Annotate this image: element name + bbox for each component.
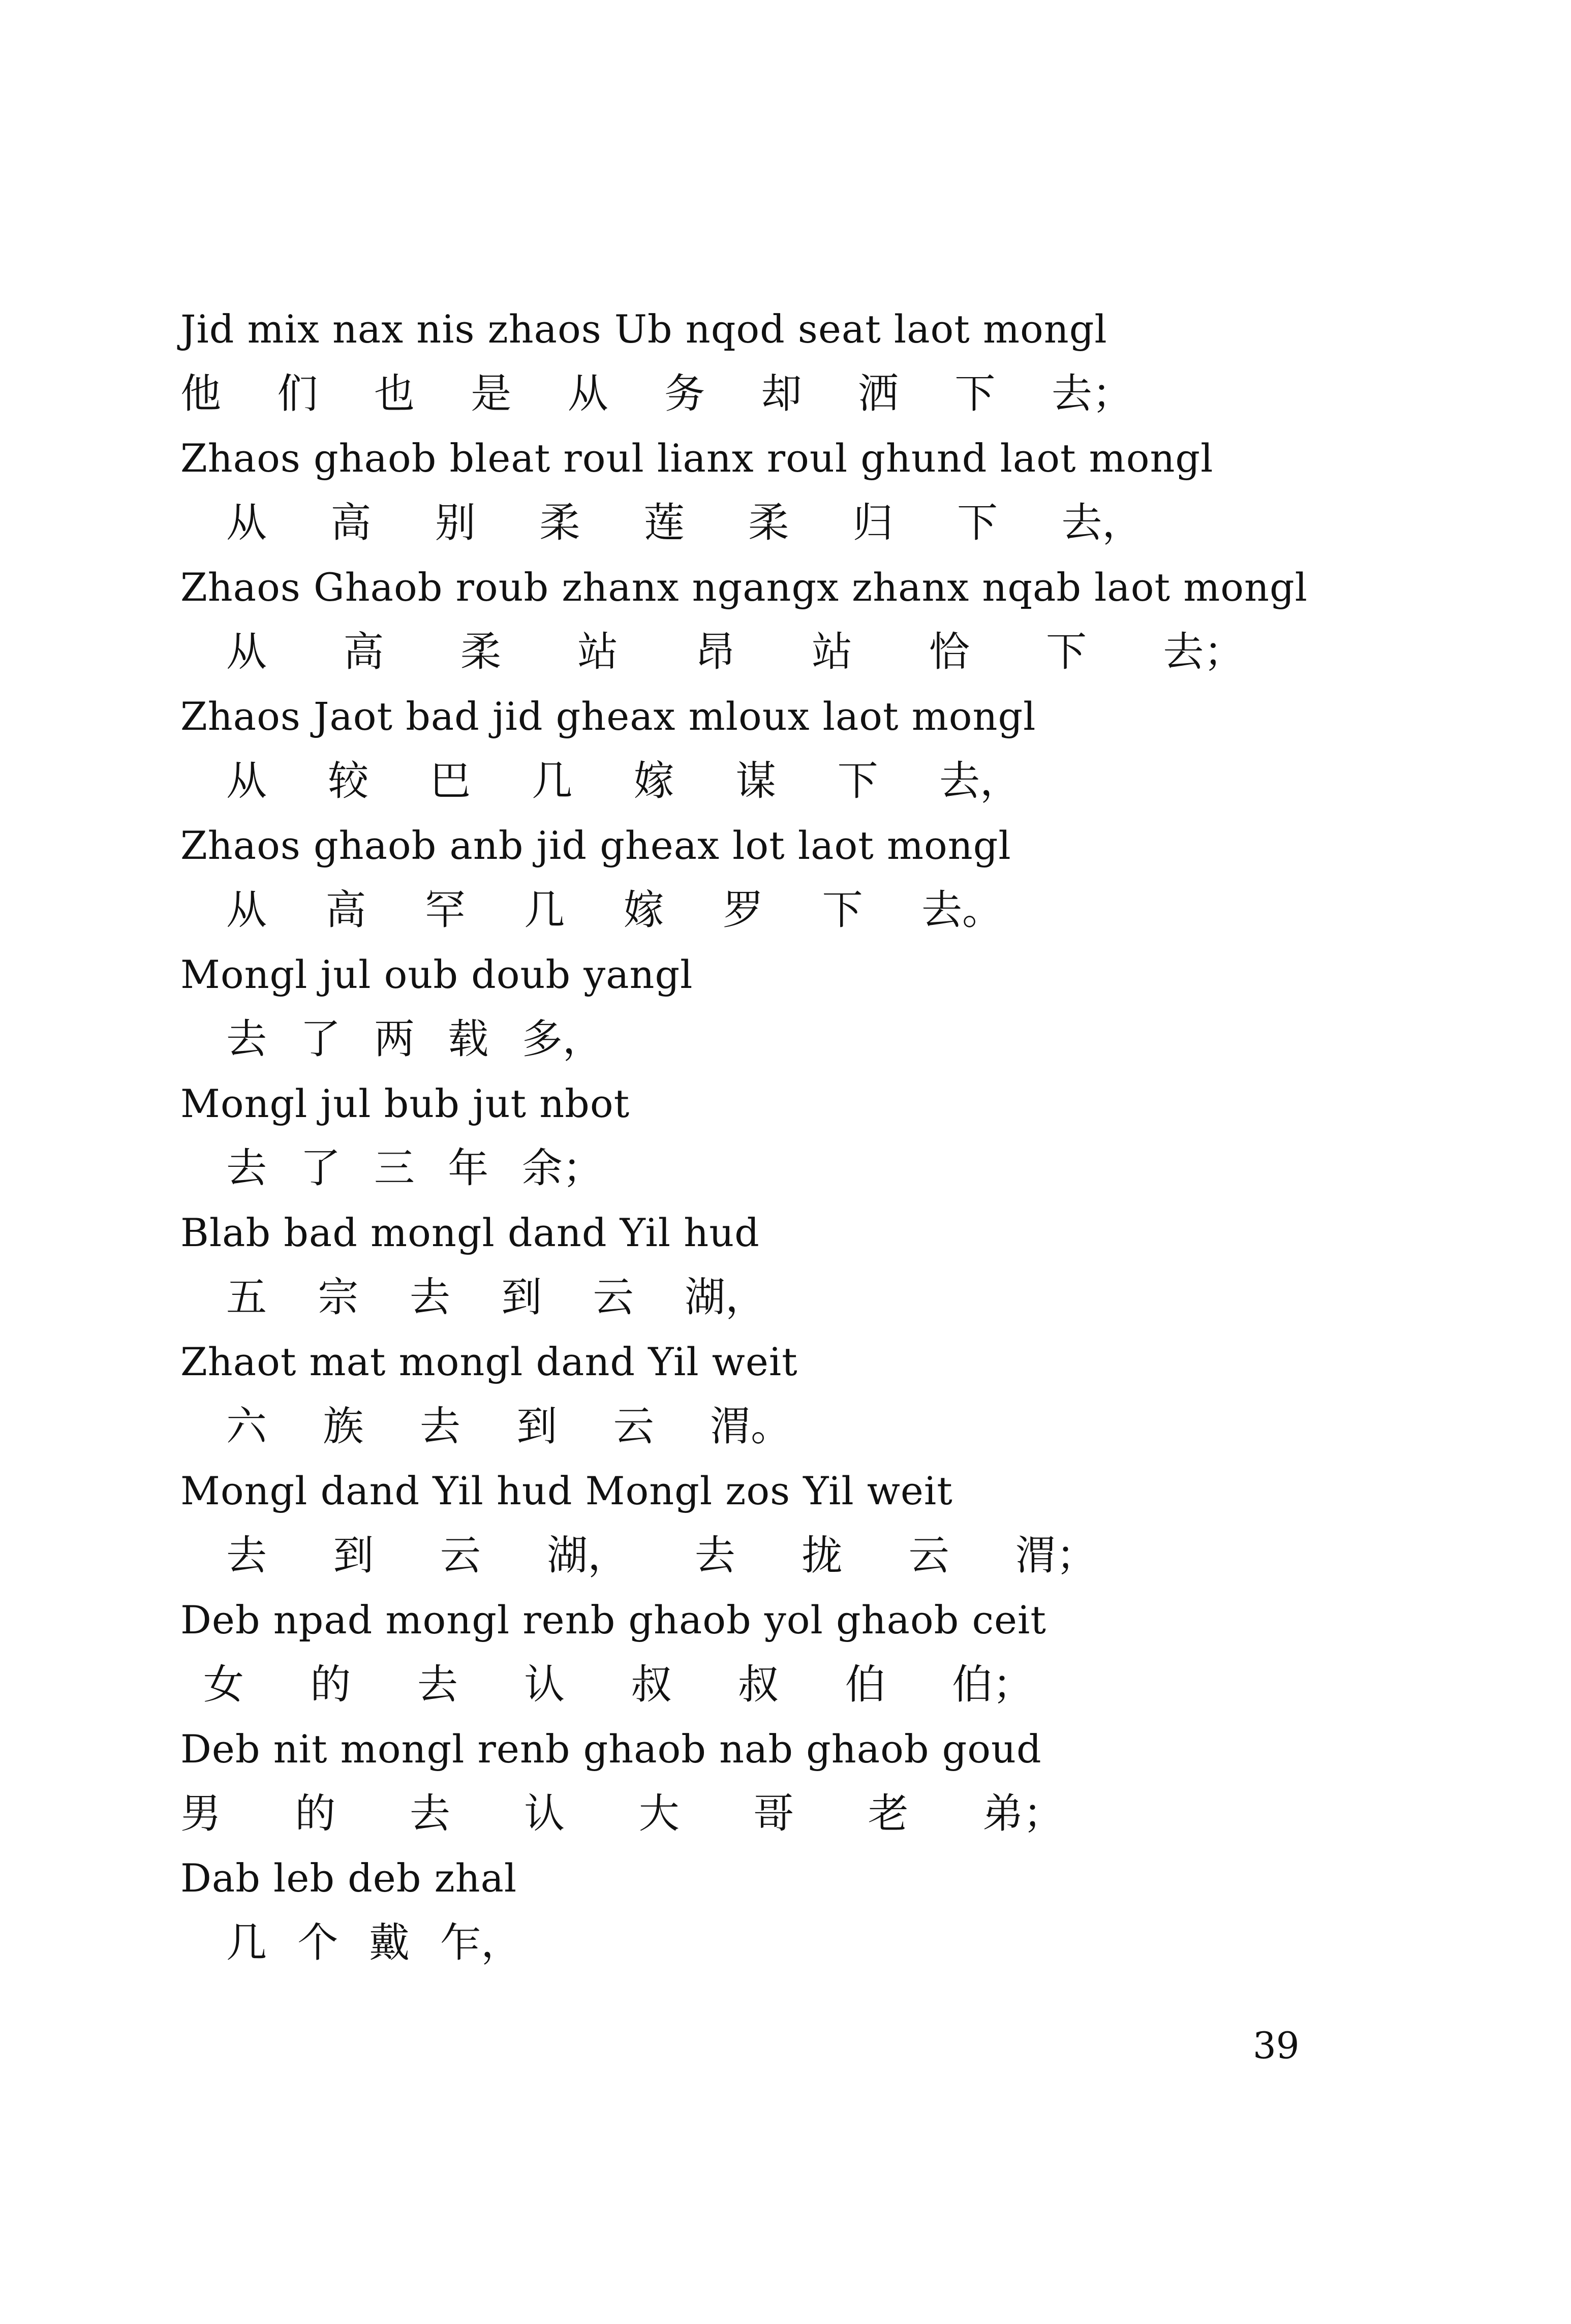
chinese-line: 从 高 罕 几 嫁 罗 下 去。 [226, 886, 1003, 934]
latin-line: Deb nit mongl renb ghaob nab ghaob goud [180, 1726, 1042, 1772]
chinese-line: 六 族 去 到 云 渭。 [226, 1403, 792, 1450]
chinese-line: 他 们 也 是 从 务 却 洒 下 去； [180, 370, 1133, 417]
chinese-line: 女 的 去 认 叔 叔 伯 伯； [203, 1661, 1034, 1708]
latin-line: Mongl dand Yil hud Mongl zos Yil weit [180, 1468, 953, 1513]
chinese-line: 去 了 两 载 多， [226, 1015, 603, 1063]
chinese-line: 从 高 别 柔 莲 柔 归 下 去， [226, 499, 1143, 546]
chinese-line: 去 了 三 年 余； [226, 1144, 603, 1192]
latin-line: Zhaot mat mongl dand Yil weit [180, 1339, 798, 1384]
latin-line: Zhaos ghaob bleat roul lianx roul ghund laot mongl [180, 436, 1214, 481]
latin-line: Mongl jul bub jut nbot [180, 1081, 630, 1126]
chinese-line: 几 个 戴 乍， [226, 1919, 522, 1966]
poem-text [180, 297, 1390, 1975]
latin-line: Mongl jul oub doub yangl [180, 952, 693, 997]
chinese-line: 五 宗 去 到 云 湖， [226, 1274, 766, 1321]
chinese-line: 男 的 去 认 大 哥 老 弟； [180, 1790, 1064, 1837]
latin-line: Zhaos ghaob anb jid gheax lot laot mongl [180, 823, 1011, 868]
latin-line: Jid mix nax nis zhaos Ub nqod seat laot mongl [180, 306, 1107, 352]
chinese-line: 从 高 柔 站 昂 站 恰 下 去； [226, 628, 1245, 675]
latin-line: Zhaos Ghaob roub zhanx ngangx zhanx nqab laot mongl [180, 565, 1308, 610]
latin-line: Blab bad mongl dand Yil hud [180, 1210, 760, 1255]
chinese-line: 从 较 巴 几 嫁 谋 下 去， [226, 757, 1021, 804]
latin-line: Deb npad mongl renb ghaob yol ghaob ceit [180, 1597, 1046, 1643]
latin-line: Zhaos Jaot bad jid gheax mloux laot mongl [180, 694, 1036, 739]
page-number: 39 [1253, 2024, 1300, 2067]
latin-line: Dab leb deb zhal [180, 1855, 517, 1901]
chinese-line: 去 到 云 湖， 去 拢 云 渭； [226, 1532, 1097, 1579]
